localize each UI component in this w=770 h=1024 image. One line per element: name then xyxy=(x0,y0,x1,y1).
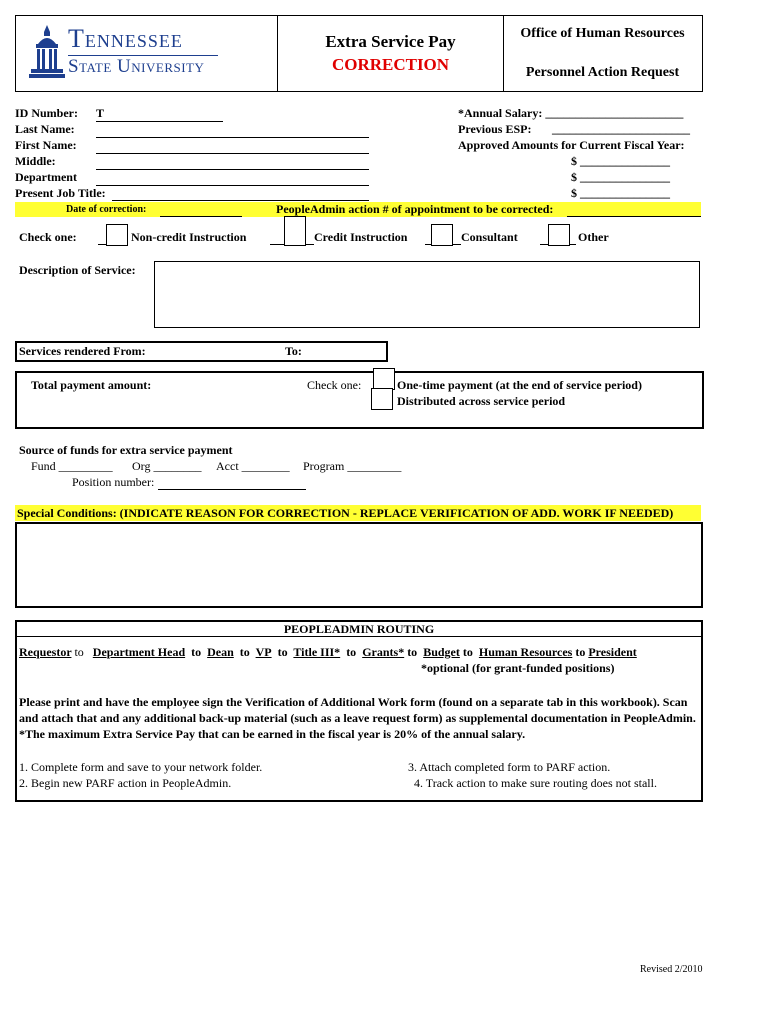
university-logo xyxy=(28,22,258,82)
services-to-label: To: xyxy=(285,344,302,358)
routing-to: to xyxy=(277,645,288,659)
annual-salary[interactable]: *Annual Salary: _______________________ xyxy=(458,106,684,120)
date-of-correction-label: Date of correction: xyxy=(66,204,147,215)
funds-title: Source of funds for extra service payment xyxy=(19,443,233,457)
capitol-building-icon xyxy=(28,22,66,80)
routing-step-budget: Budget xyxy=(423,645,460,659)
consultant-checkbox[interactable] xyxy=(431,224,453,246)
description-label: Description of Service: xyxy=(19,263,136,277)
option-blank-2 xyxy=(270,244,284,245)
form-subtitle: CORRECTION xyxy=(331,55,450,74)
routing-chain xyxy=(19,645,637,660)
one-time-label: One-time payment (at the end of service period) xyxy=(397,378,642,392)
routing-to: to xyxy=(74,645,84,659)
id-number-field[interactable] xyxy=(96,121,223,122)
routing-step-human-resources: Human Resources xyxy=(478,645,573,659)
action-number-field[interactable] xyxy=(567,216,701,217)
routing-optional-note: *optional (for grant-funded positions) xyxy=(421,661,615,675)
total-payment-label: Total payment amount: xyxy=(31,378,152,392)
credit-checkbox[interactable] xyxy=(284,216,306,246)
option-blank-4b xyxy=(570,244,576,245)
fund-field[interactable]: Fund _________ xyxy=(31,459,113,473)
routing-to: to xyxy=(407,645,418,659)
middle-name-field[interactable] xyxy=(96,169,369,170)
option-blank-2b xyxy=(306,244,314,245)
previous-esp-field[interactable]: _______________________ xyxy=(552,122,690,136)
option-blank-1 xyxy=(98,244,106,245)
date-of-correction-field[interactable] xyxy=(160,216,242,217)
option-blank-4 xyxy=(540,244,548,245)
previous-esp-label: Previous ESP: xyxy=(458,122,532,136)
distributed-checkbox[interactable] xyxy=(371,388,393,410)
routing-step-dean: Dean xyxy=(207,645,234,659)
routing-step-3: 3. Attach completed form to PARF action. xyxy=(408,760,611,774)
payment-check-label: Check one: xyxy=(307,378,362,392)
services-from-label: Services rendered From: xyxy=(19,344,146,358)
routing-to: to xyxy=(346,645,357,659)
last-name-label: Last Name: xyxy=(15,122,75,136)
routing-to: to xyxy=(462,645,473,659)
job-title-field[interactable] xyxy=(112,200,369,201)
program-field[interactable]: Program _________ xyxy=(303,459,402,473)
revised-date: Revised 2/2010 xyxy=(640,964,703,975)
position-number-label: Position number: xyxy=(72,475,155,489)
non-credit-label: Non-credit Instruction xyxy=(131,230,247,244)
header-divider-1 xyxy=(277,15,278,92)
last-name-field[interactable] xyxy=(96,137,369,138)
first-name-field[interactable] xyxy=(96,153,369,154)
office-name: Office of Human Resources xyxy=(520,26,685,41)
form-name: Personnel Action Request xyxy=(525,65,680,80)
department-field[interactable] xyxy=(96,185,369,186)
form-title: Extra Service Pay xyxy=(325,32,456,51)
credit-label: Credit Instruction xyxy=(314,230,408,244)
approved-amounts-label: Approved Amounts for Current Fiscal Year: xyxy=(458,138,685,152)
id-number-label: ID Number: xyxy=(15,106,78,120)
consultant-label: Consultant xyxy=(461,230,518,244)
other-label: Other xyxy=(578,230,609,244)
acct-field[interactable]: Acct ________ xyxy=(216,459,290,473)
routing-instructions: Please print and have the employee sign the Verification of Additional Work form (found on a separate tab in this workbook). Scan and attach that and any additional back-up material (such as a leave request form) as supplemental documentation in PeopleAdmin. *The maximum Extra Service Pay that can be earned in the fiscal year is 20% of the annual salary. xyxy=(19,695,696,741)
action-number-label: PeopleAdmin action # of appointment to be corrected: xyxy=(276,202,554,216)
routing-step-4: 4. Track action to make sure routing does not stall. xyxy=(414,776,657,790)
check-one-label: Check one: xyxy=(19,230,77,244)
logo-line-1: Tennessee xyxy=(68,24,183,53)
special-conditions-textarea[interactable] xyxy=(15,522,703,608)
department-label: Department xyxy=(15,170,77,184)
option-blank-3b xyxy=(453,244,461,245)
middle-name-label: Middle: xyxy=(15,154,56,168)
non-credit-checkbox[interactable] xyxy=(106,224,128,246)
routing-step-requestor: Requestor xyxy=(19,645,72,659)
routing-step-1: 1. Complete form and save to your network folder. xyxy=(19,760,263,774)
routing-step-grants: Grants* xyxy=(362,645,405,659)
position-number-field[interactable] xyxy=(158,489,306,490)
one-time-checkbox[interactable] xyxy=(373,368,395,390)
org-field[interactable]: Org ________ xyxy=(132,459,202,473)
other-checkbox[interactable] xyxy=(548,224,570,246)
first-name-label: First Name: xyxy=(15,138,77,152)
approved-amount-2[interactable]: $ _______________ xyxy=(571,170,670,184)
logo-line-2: State University xyxy=(68,56,205,77)
routing-to: to xyxy=(191,645,202,659)
routing-step-title-iii: Title III* xyxy=(293,645,341,659)
routing-step-vp: VP xyxy=(255,645,272,659)
id-number-value[interactable]: T xyxy=(96,106,105,120)
approved-amount-3[interactable]: $ _______________ xyxy=(571,186,670,200)
routing-step-department-head: Department Head xyxy=(92,645,186,659)
routing-to: to xyxy=(239,645,250,659)
distributed-label: Distributed across service period xyxy=(397,394,566,408)
description-textarea[interactable] xyxy=(154,261,700,328)
special-conditions-label: Special Conditions: (INDICATE REASON FOR CORRECTION - REPLACE VERIFICATION OF ADD. WORK IF NEEDED) xyxy=(17,506,674,520)
job-title-label: Present Job Title: xyxy=(15,186,106,200)
routing-to: to xyxy=(575,645,586,659)
routing-step-2: 2. Begin new PARF action in PeopleAdmin. xyxy=(19,776,232,790)
routing-step-president: President xyxy=(588,645,637,659)
routing-title: PEOPLEADMIN ROUTING xyxy=(283,622,435,636)
approved-amount-1[interactable]: $ _______________ xyxy=(571,154,670,168)
